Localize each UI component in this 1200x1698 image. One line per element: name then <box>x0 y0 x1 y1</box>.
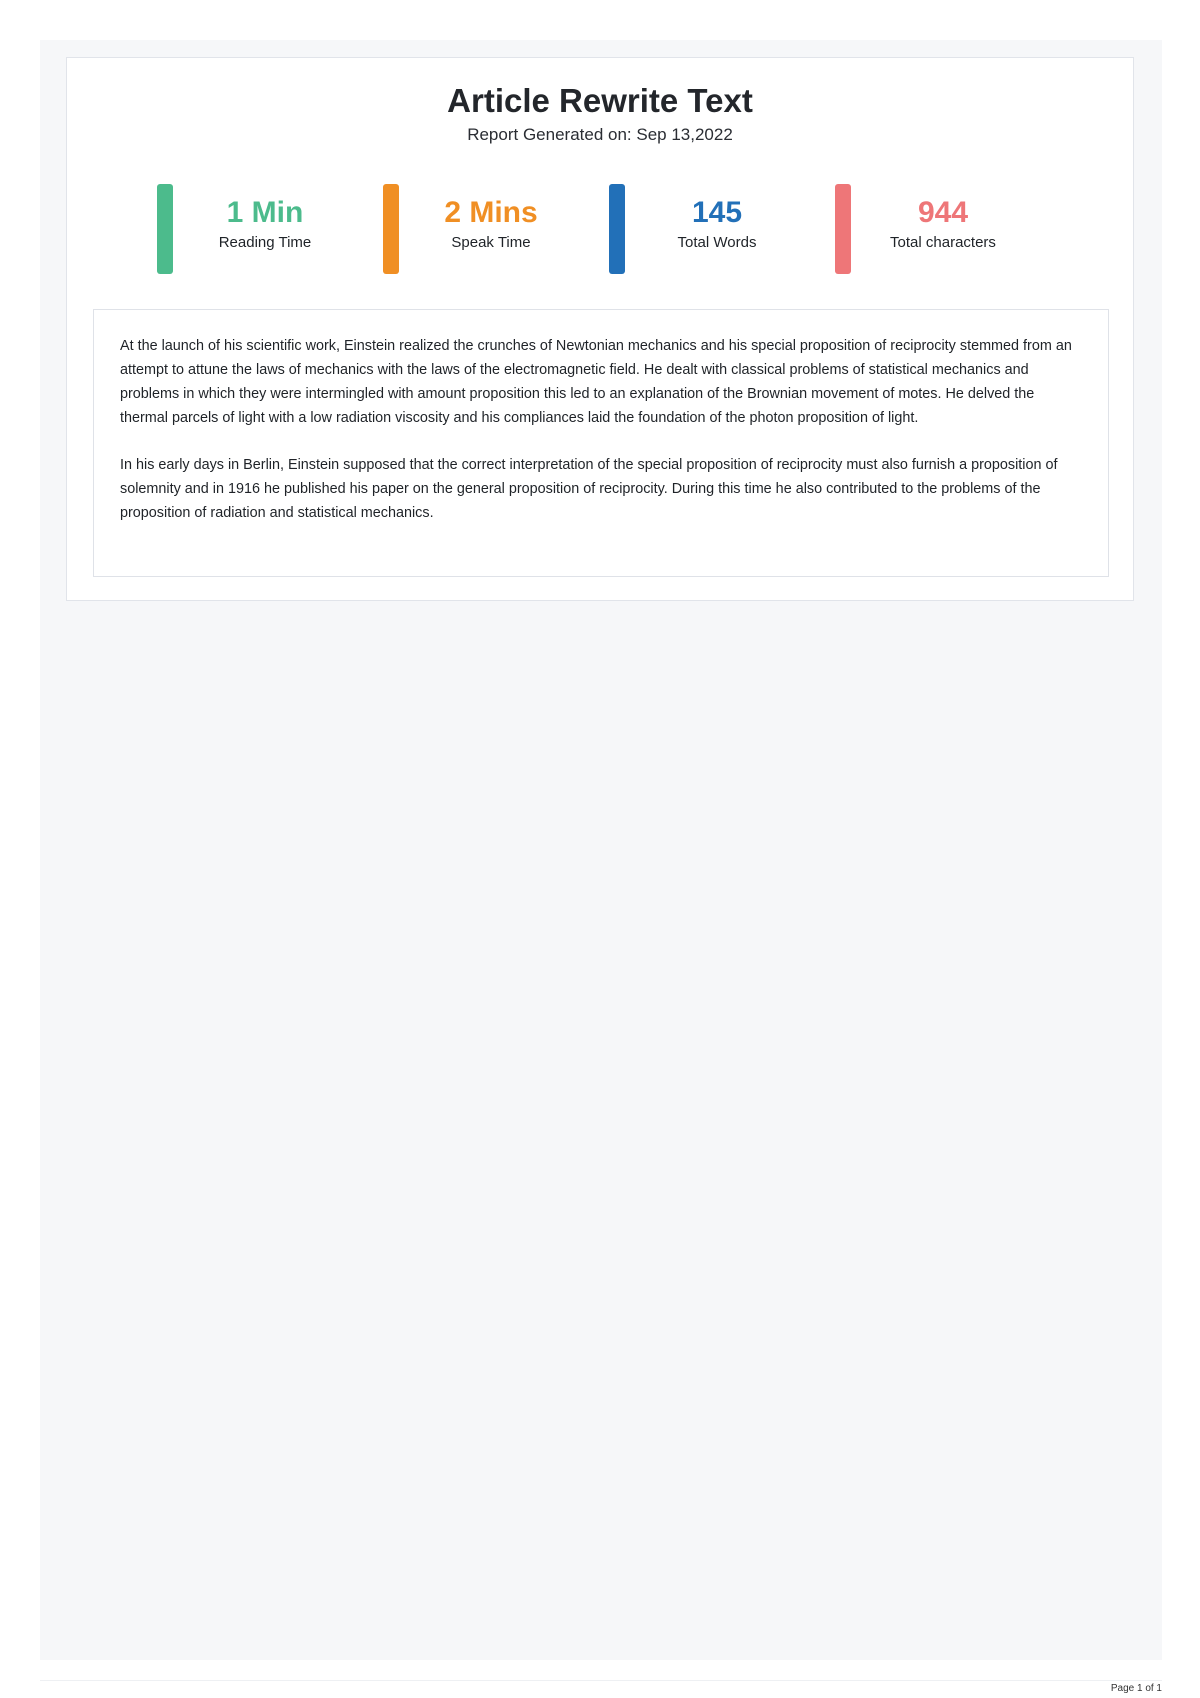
stat-value: 145 <box>691 196 743 229</box>
report-title: Article Rewrite Text <box>447 82 753 119</box>
stat-accent-bar <box>383 184 399 274</box>
stat-total-words <box>609 184 809 274</box>
stat-value: 2 Mins <box>444 196 538 229</box>
stat-total-characters <box>835 184 1035 274</box>
page-number: Page 1 of 1 <box>1110 1683 1162 1694</box>
article-paragraph: In his early days in Berlin, Einstein supposed that the correct interpretation of the special proposition of reciprocity must also furnish a proposition of solemnity and in 1916 he published his paper on the general proposition of reciprocity. During this time he also contributed to the problems of the proposition of radiation and statistical mechanics. <box>120 457 1058 521</box>
stat-speak-time <box>383 184 583 274</box>
stat-value: 944 <box>917 196 969 229</box>
article-text-box <box>93 309 1109 577</box>
report-date: Report Generated on: Sep 13,2022 <box>467 125 733 144</box>
stat-label: Speak Time <box>451 234 531 251</box>
stat-reading-time <box>157 184 357 274</box>
stat-accent-bar <box>157 184 173 274</box>
stat-accent-bar <box>609 184 625 274</box>
stat-value: 1 Min <box>226 196 304 229</box>
stat-label: Reading Time <box>218 234 312 251</box>
stats-row <box>157 184 1061 274</box>
footer-divider <box>40 1680 1162 1681</box>
report-card <box>66 57 1134 601</box>
stat-label: Total Words <box>677 234 757 251</box>
stat-accent-bar <box>835 184 851 274</box>
article-paragraph: At the launch of his scientific work, Einstein realized the crunches of Newtonian mechanics and his special proposition of reciprocity stemmed from an attempt to attune the laws of mechanics with the laws of the electromagnetic field. He dealt with classical problems of statistical mechanics and problems in which they were intermingled with amount proposition this led to an explanation of the Brownian movement of motes. He delved the thermal parcels of light with a low radiation viscosity and his compliances laid the foundation of the photon proposition of light. <box>120 338 1072 426</box>
stat-label: Total characters <box>890 234 996 251</box>
